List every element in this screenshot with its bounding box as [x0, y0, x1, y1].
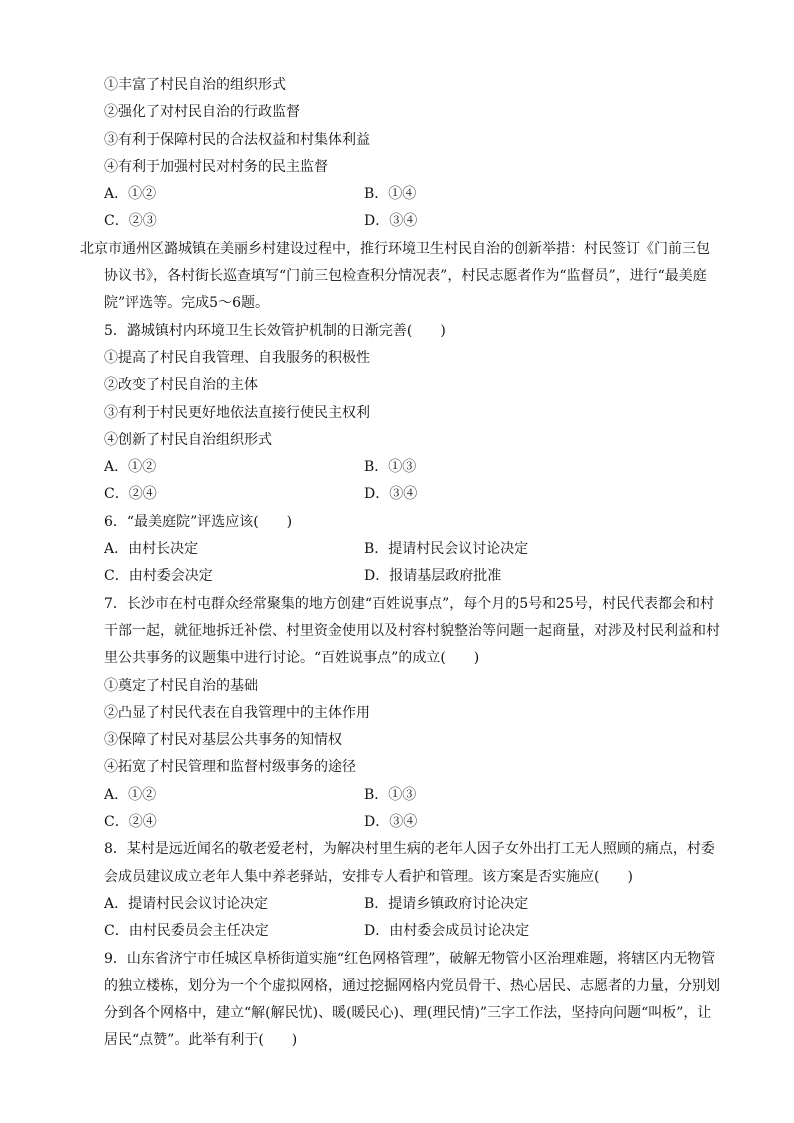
q8-option-a: A．提请村民会议讨论决定	[104, 895, 269, 912]
q4-option-d: D．③④	[364, 213, 418, 230]
q6-stem: 6．“最美庭院”评选应该( )	[104, 513, 293, 530]
q5-option-d: D．③④	[364, 486, 418, 503]
q4-option-a: A．①②	[104, 186, 157, 203]
q5-statement-3: ③有利于村民更好地依法直接行使民主权利	[104, 404, 370, 421]
material-5-6: 北京市通州区潞城镇在美丽乡村建设过程中，推行环境卫生村民自治的创新举措：村民签订《门前三包协议书》，各村街长巡查填写“门前三包检查积分情况表”，村民志愿者作为“监督员”，进行“最美庭院”评选等。完成5～6题。	[80, 240, 710, 312]
q5-option-b: B．①③	[364, 459, 417, 476]
q4-statement-4: ④有利于加强村民对村务的民主监督	[104, 158, 328, 175]
q7-statement-4: ④拓宽了村民管理和监督村级事务的途径	[104, 759, 356, 776]
q4-statement-3: ③有利于保障村民的合法权益和村集体利益	[104, 131, 370, 148]
q8-option-c: C．由村民委员会主任决定	[104, 923, 269, 940]
q8-stem: 8．某村是远近闻名的敬老爱老村，为解决村里生病的老年人因子女外出打工无人照顾的痛点，村委会成员建议成立老年人集中养老驿站，安排专人看护和管理。该方案是否实施应( )	[104, 841, 715, 885]
q7-option-a: A．①②	[104, 786, 157, 803]
q5-options-row-1	[104, 454, 720, 481]
q5-statement-2: ②改变了村民自治的主体	[104, 377, 258, 394]
q6-option-d: D．报请基层政府批准	[364, 568, 502, 585]
q4-options-row-1	[104, 181, 720, 208]
q7-statement-3: ③保障了村民对基层公共事务的知情权	[104, 732, 342, 749]
q6-options-row-2	[104, 563, 720, 590]
q4-option-b: B．①④	[364, 186, 417, 203]
q5-options-row-2	[104, 481, 720, 508]
q6-options-row-1	[104, 536, 720, 563]
q5-option-a: A．①②	[104, 459, 157, 476]
q5-option-c: C．②④	[104, 486, 157, 503]
q7-option-c: C．②④	[104, 814, 157, 831]
document-content	[80, 72, 720, 1055]
q7-options-row-1	[104, 782, 720, 809]
q8-options-row-2	[104, 918, 720, 945]
q7-statement-1: ①奠定了村民自治的基础	[104, 677, 258, 694]
q8-option-d: D．由村委会成员讨论决定	[364, 923, 530, 940]
q9-stem: 9．山东省济宁市任城区阜桥街道实施“红色网格管理”，破解无物管小区治理难题，将辖区内无物管的独立楼栋，划分为一个个虚拟网格，通过挖掘网格内党员骨干、热心居民、志愿者的力量，分别划分到各个网格中，建立“解(解民忧)、暖(暖民心)、理(理民情)”三字工作法，坚持向问题“叫板”，让居民“点赞”。此举有利于( )	[104, 950, 720, 1049]
q6-option-b: B．提请村民会议讨论决定	[364, 541, 529, 558]
q5-stem: 5．潞城镇村内环境卫生长效管护机制的日渐完善( )	[104, 322, 446, 339]
q4-options-row-2	[104, 208, 720, 235]
q6-option-c: C．由村委会决定	[104, 568, 213, 585]
q7-stem: 7．长沙市在村屯群众经常聚集的地方创建“百姓说事点”，每个月的5号和25号，村民代表都会和村干部一起，就征地拆迁补偿、村里资金使用以及村容村貌整治等问题一起商量，对涉及村民利益和村里公共事务的议题集中进行讨论。“百姓说事点”的成立( )	[104, 595, 720, 667]
q7-options-row-2	[104, 809, 720, 836]
q4-statement-1: ①丰富了村民自治的组织形式	[104, 77, 286, 93]
q6-option-a: A．由村长决定	[104, 541, 199, 558]
q8-option-b: B．提请乡镇政府讨论决定	[364, 895, 529, 912]
q7-option-d: D．③④	[364, 814, 418, 831]
q4-statement-2: ②强化了对村民自治的行政监督	[104, 104, 300, 121]
q7-option-b: B．①③	[364, 786, 417, 803]
q5-statement-4: ④创新了村民自治组织形式	[104, 431, 272, 448]
q4-option-c: C．②③	[104, 213, 157, 230]
q8-options-row-1	[104, 891, 720, 918]
q5-statement-1: ①提高了村民自我管理、自我服务的积极性	[104, 349, 370, 366]
q7-statement-2: ②凸显了村民代表在自我管理中的主体作用	[104, 704, 370, 721]
